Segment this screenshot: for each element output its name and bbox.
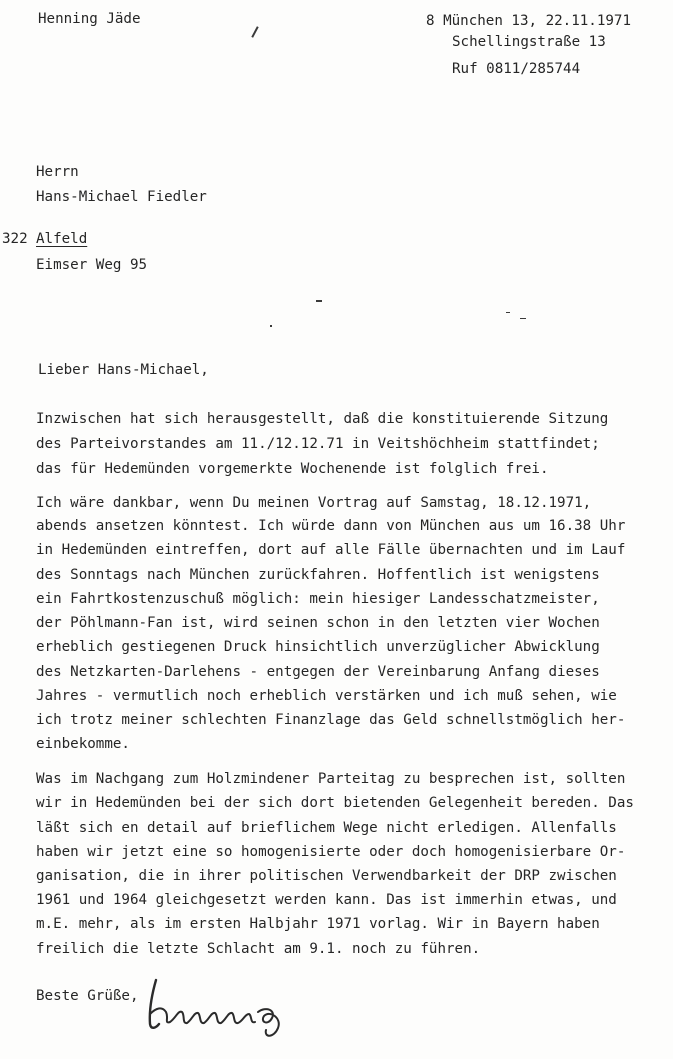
body-line: ein Fahrtkostenzuschuß möglich: mein hiesiger Landesschatzmeister, xyxy=(36,591,600,607)
body-line: Ich wäre dankbar, wenn Du meinen Vortrag auf Samstag, 18.12.1971, xyxy=(36,495,592,511)
recipient-street: Eimser Weg 95 xyxy=(36,257,148,273)
body-line: der Pöhlmann-Fan ist, wird seinen schon in den letzten vier Wochen xyxy=(36,615,600,631)
pen-mark xyxy=(506,312,510,313)
body-line: haben wir jetzt eine so homogenisierte oder doch homogenisierbare Or- xyxy=(36,844,626,860)
sender-street: Schellingstraße 13 xyxy=(452,34,606,50)
body-line: 1961 und 1964 gleichgesetzt werden kann. Das ist immerhin etwas, und xyxy=(36,892,617,908)
recipient-title: Herrn xyxy=(36,164,79,180)
body-line: m.E. mehr, als im ersten Halbjahr 1971 vorlag. Wir in Bayern haben xyxy=(36,916,600,932)
body-line: des Sonntags nach München zurückfahren. Hoffentlich ist wenigstens xyxy=(36,567,600,583)
pen-mark xyxy=(520,318,526,319)
body-line: des Netzkarten-Darlehens - entgegen der Vereinbarung Anfang dieses xyxy=(36,664,600,680)
pen-mark xyxy=(316,300,322,302)
place-date: 8 München 13, 22.11.1971 xyxy=(426,13,631,29)
handwritten-signature xyxy=(140,972,310,1042)
body-line: läßt sich en detail auf brieflichem Wege nicht erledigen. Allenfalls xyxy=(36,820,617,836)
recipient-postcode: 322 xyxy=(2,231,28,247)
body-line: des Parteivorstandes am 11./12.12.71 in Veitshöchheim stattfindet; xyxy=(36,436,600,452)
body-line: einbekomme. xyxy=(36,736,130,752)
sender-phone: Ruf 0811/285744 xyxy=(452,61,581,77)
body-line: ich trotz meiner schlechten Finanzlage das Geld schnellstmöglich her- xyxy=(36,712,626,728)
body-line: in Hedemünden eintreffen, dort auf alle Fälle übernachten und im Lauf xyxy=(36,542,626,558)
body-line: freilich die letzte Schlacht am 9.1. noch zu führen. xyxy=(36,941,481,957)
body-line: Jahres - vermutlich noch erheblich verstärken und ich muß sehen, wie xyxy=(36,688,617,704)
body-line: das für Hedemünden vorgemerkte Wochenende ist folglich frei. xyxy=(36,461,549,477)
recipient-name: Hans-Michael Fiedler xyxy=(36,189,207,205)
body-line: abends ansetzen könntest. Ich würde dann von München aus um 16.38 Uhr xyxy=(36,518,626,534)
body-line: ganisation, die in ihrer politischen Verwendbarkeit der DRP zwischen xyxy=(36,868,617,884)
body-line: Was im Nachgang zum Holzmindener Parteitag zu besprechen ist, sollten xyxy=(36,771,626,787)
pen-mark xyxy=(270,325,272,327)
recipient-city: Alfeld xyxy=(36,231,88,247)
closing: Beste Grüße, xyxy=(36,988,139,1004)
sender-name: Henning Jäde xyxy=(38,11,141,27)
greeting: Lieber Hans-Michael, xyxy=(38,362,209,378)
body-line: Inzwischen hat sich herausgestellt, daß die konstituierende Sitzung xyxy=(36,411,609,427)
pen-mark xyxy=(251,26,258,38)
body-line: wir in Hedemünden bei der sich dort bietenden Gelegenheit bereden. Das xyxy=(36,795,634,811)
body-line: erheblich gestiegenen Druck hinsichtlich unverzüglicher Abwicklung xyxy=(36,639,600,655)
